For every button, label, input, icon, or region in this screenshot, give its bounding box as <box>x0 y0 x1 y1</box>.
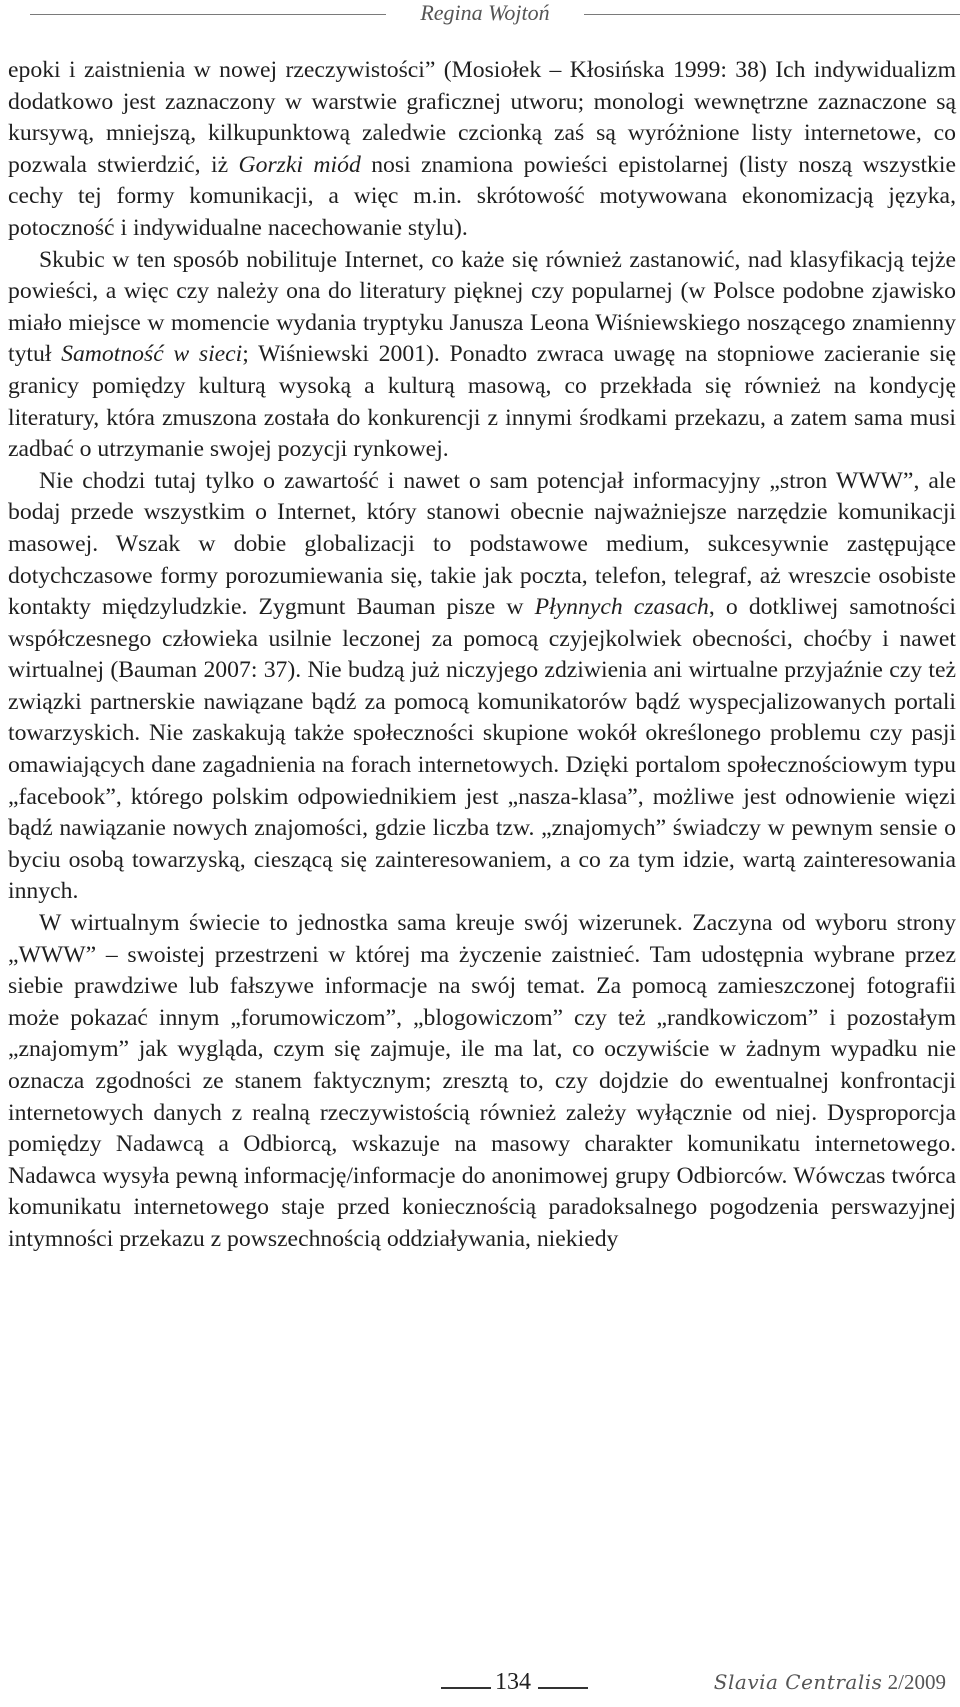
paragraph-2 <box>8 245 956 466</box>
header-rule-right <box>584 14 960 15</box>
paragraph-3 <box>8 466 956 908</box>
running-header <box>0 0 960 28</box>
journal-footer <box>714 1666 946 1698</box>
journal-name: Slavia Centralis <box>713 1670 883 1694</box>
book-title-samotnosc-w-sieci: Samotność w sieci <box>61 341 243 368</box>
page-footer <box>0 1662 960 1702</box>
paragraph-1-text-b: nosi znamiona powieści epistolarnej (listy noszą wszystkie cechy tej formy komunikacji, a więc m.in. skrótowość motywowana ekonomizacją języka, potoczność i indywidualne nacechowanie stylu). <box>8 151 956 241</box>
page-body <box>8 55 956 1256</box>
header-rule-left <box>30 14 386 15</box>
paragraph-3-text-a: Nie chodzi tutaj tylko o zawartość i nawet o sam potencjał informacyjny „stron WWW”, ale bodaj przede wszystkim o Internet, który stanowi obecnie najważniejsze narzędzie komunikacji masowej. Wszak w dobie globalizacji to podstawowe medium, sukcesywnie zastępujące dotychczasowe formy porozumiewania się, takie jak poczta, telefon, telegraf, aż wreszcie osobiste kontakty międzyludzkie. Zygmunt Bauman pisze w <box>8 467 956 621</box>
page-number-dash-right <box>538 1687 588 1689</box>
paragraph-4-text: W wirtualnym świecie to jednostka sama kreuje swój wizerunek. Zaczyna od wyboru strony „WWW” – swoistej przestrzeni w której ma życzenie zaistnieć. Tam udostępnia wybrane przez siebie prawdziwe lub fałszywe informacje na swój temat. Za pomocą zamieszczonej fotografii może pokazać innym „forumowiczom”, „blogowiczom” czy też „randkowiczom” i pozostałym „znajomym” jak wygląda, czym się zajmuje, ile ma lat, co oczywiście w żadnym wypadku nie oznacza zgodności ze stanem faktycznym; zresztą to, czy dojdzie do ewentualnej konfrontacji internetowych danych z realną rzeczywistością również zależy wyłącznie od niej. Dysproporcja pomiędzy Nadawcą a Odbiorcą, wskazuje na masowy charakter komunikatu internetowego. Nadawca wysyła pewną informację/informacje do anonimowej grupy Odbiorców. Wówczas twórca komunikatu internetowego staje przed koniecznością paradoksalnego pogodzenia perswazyjnej intymności przekazu z powszechnością oddziaływania, niekiedy <box>8 910 956 1252</box>
journal-issue: 2/2009 <box>887 1670 946 1694</box>
page-number: 134 <box>495 1669 531 1695</box>
paragraph-1 <box>8 55 956 245</box>
paragraph-4 <box>8 908 956 1256</box>
paragraph-3-text-b: , o dotkliwej samotności współczesnego człowieka usilnie leczonej za pomocą czyjejkolwiek obecności, choćby i nawet wirtualnej (Bauman 2007: 37). Nie budzą już niczyjego zdziwienia ani wirtualne przyjaźnie czy też związki partnerskie nawiązane bądź za pomocą komunikatorów bądź wyspecjalizowanych portali towarzyskich. Nie zaskakują także społeczności skupione wokół określonego problemu czy pasji omawiających dane zagadnienia na forach internetowych. Dzięki portalom społecznościowym typu „facebook”, którego polskim odpowiednikiem jest „nasza-klasa”, możliwe jest odnowienie więzi bądź nawiązanie nowych znajomości, gdzie liczba tzw. „znajomych” świadczy w pewnym sensie o byciu osobą towarzyską, cieszącą się zainteresowaniem, a co za tym idzie, wartą zainteresowania innych. <box>8 594 957 905</box>
paragraph-1-text-a: epoki i zaistnienia w nowej rzeczywistości” (Mosiołek – Kłosińska 1999: 38) Ich indywidualizm dodatkowo jest zaznaczony w warstwie graficznej utworu; monologi wewnętrzne zaznaczone są kursywą, mniejszą, kilkupunktową zaledwie czcionką zaś są wyróżnione listy internetowe, co pozwala stwierdzić, iż <box>8 57 956 178</box>
paragraph-2-text-b: ; Wiśniewski 2001). Ponadto zwraca uwagę na stopniowe zacieranie się granicy pomiędzy kulturą wysoką a kulturą masową, co przekłada się również na kondycję literatury, która zmuszona została do konkurencji z innymi środkami przekazu, a zatem sama musi zadbać o utrzymanie swojej pozycji rynkowej. <box>8 341 956 463</box>
book-title-gorzki-miod: Gorzki miód <box>238 151 361 178</box>
book-title-plynne-czasy: Płynnych czasach <box>534 594 709 621</box>
running-title: Regina Wojtoń <box>420 0 550 25</box>
paragraph-2-text-a: Skubic w ten sposób nobilituje Internet, co każe się również zastanowić, nad klasyfikacją tejże powieści, a więc czy należy ona do literatury pięknej czy popularnej (w Polsce podobne zjawisko miało miejsce w momencie wydania tryptyku Janusza Leona Wiśniewskiego noszącego znamienny tytuł <box>8 246 956 368</box>
